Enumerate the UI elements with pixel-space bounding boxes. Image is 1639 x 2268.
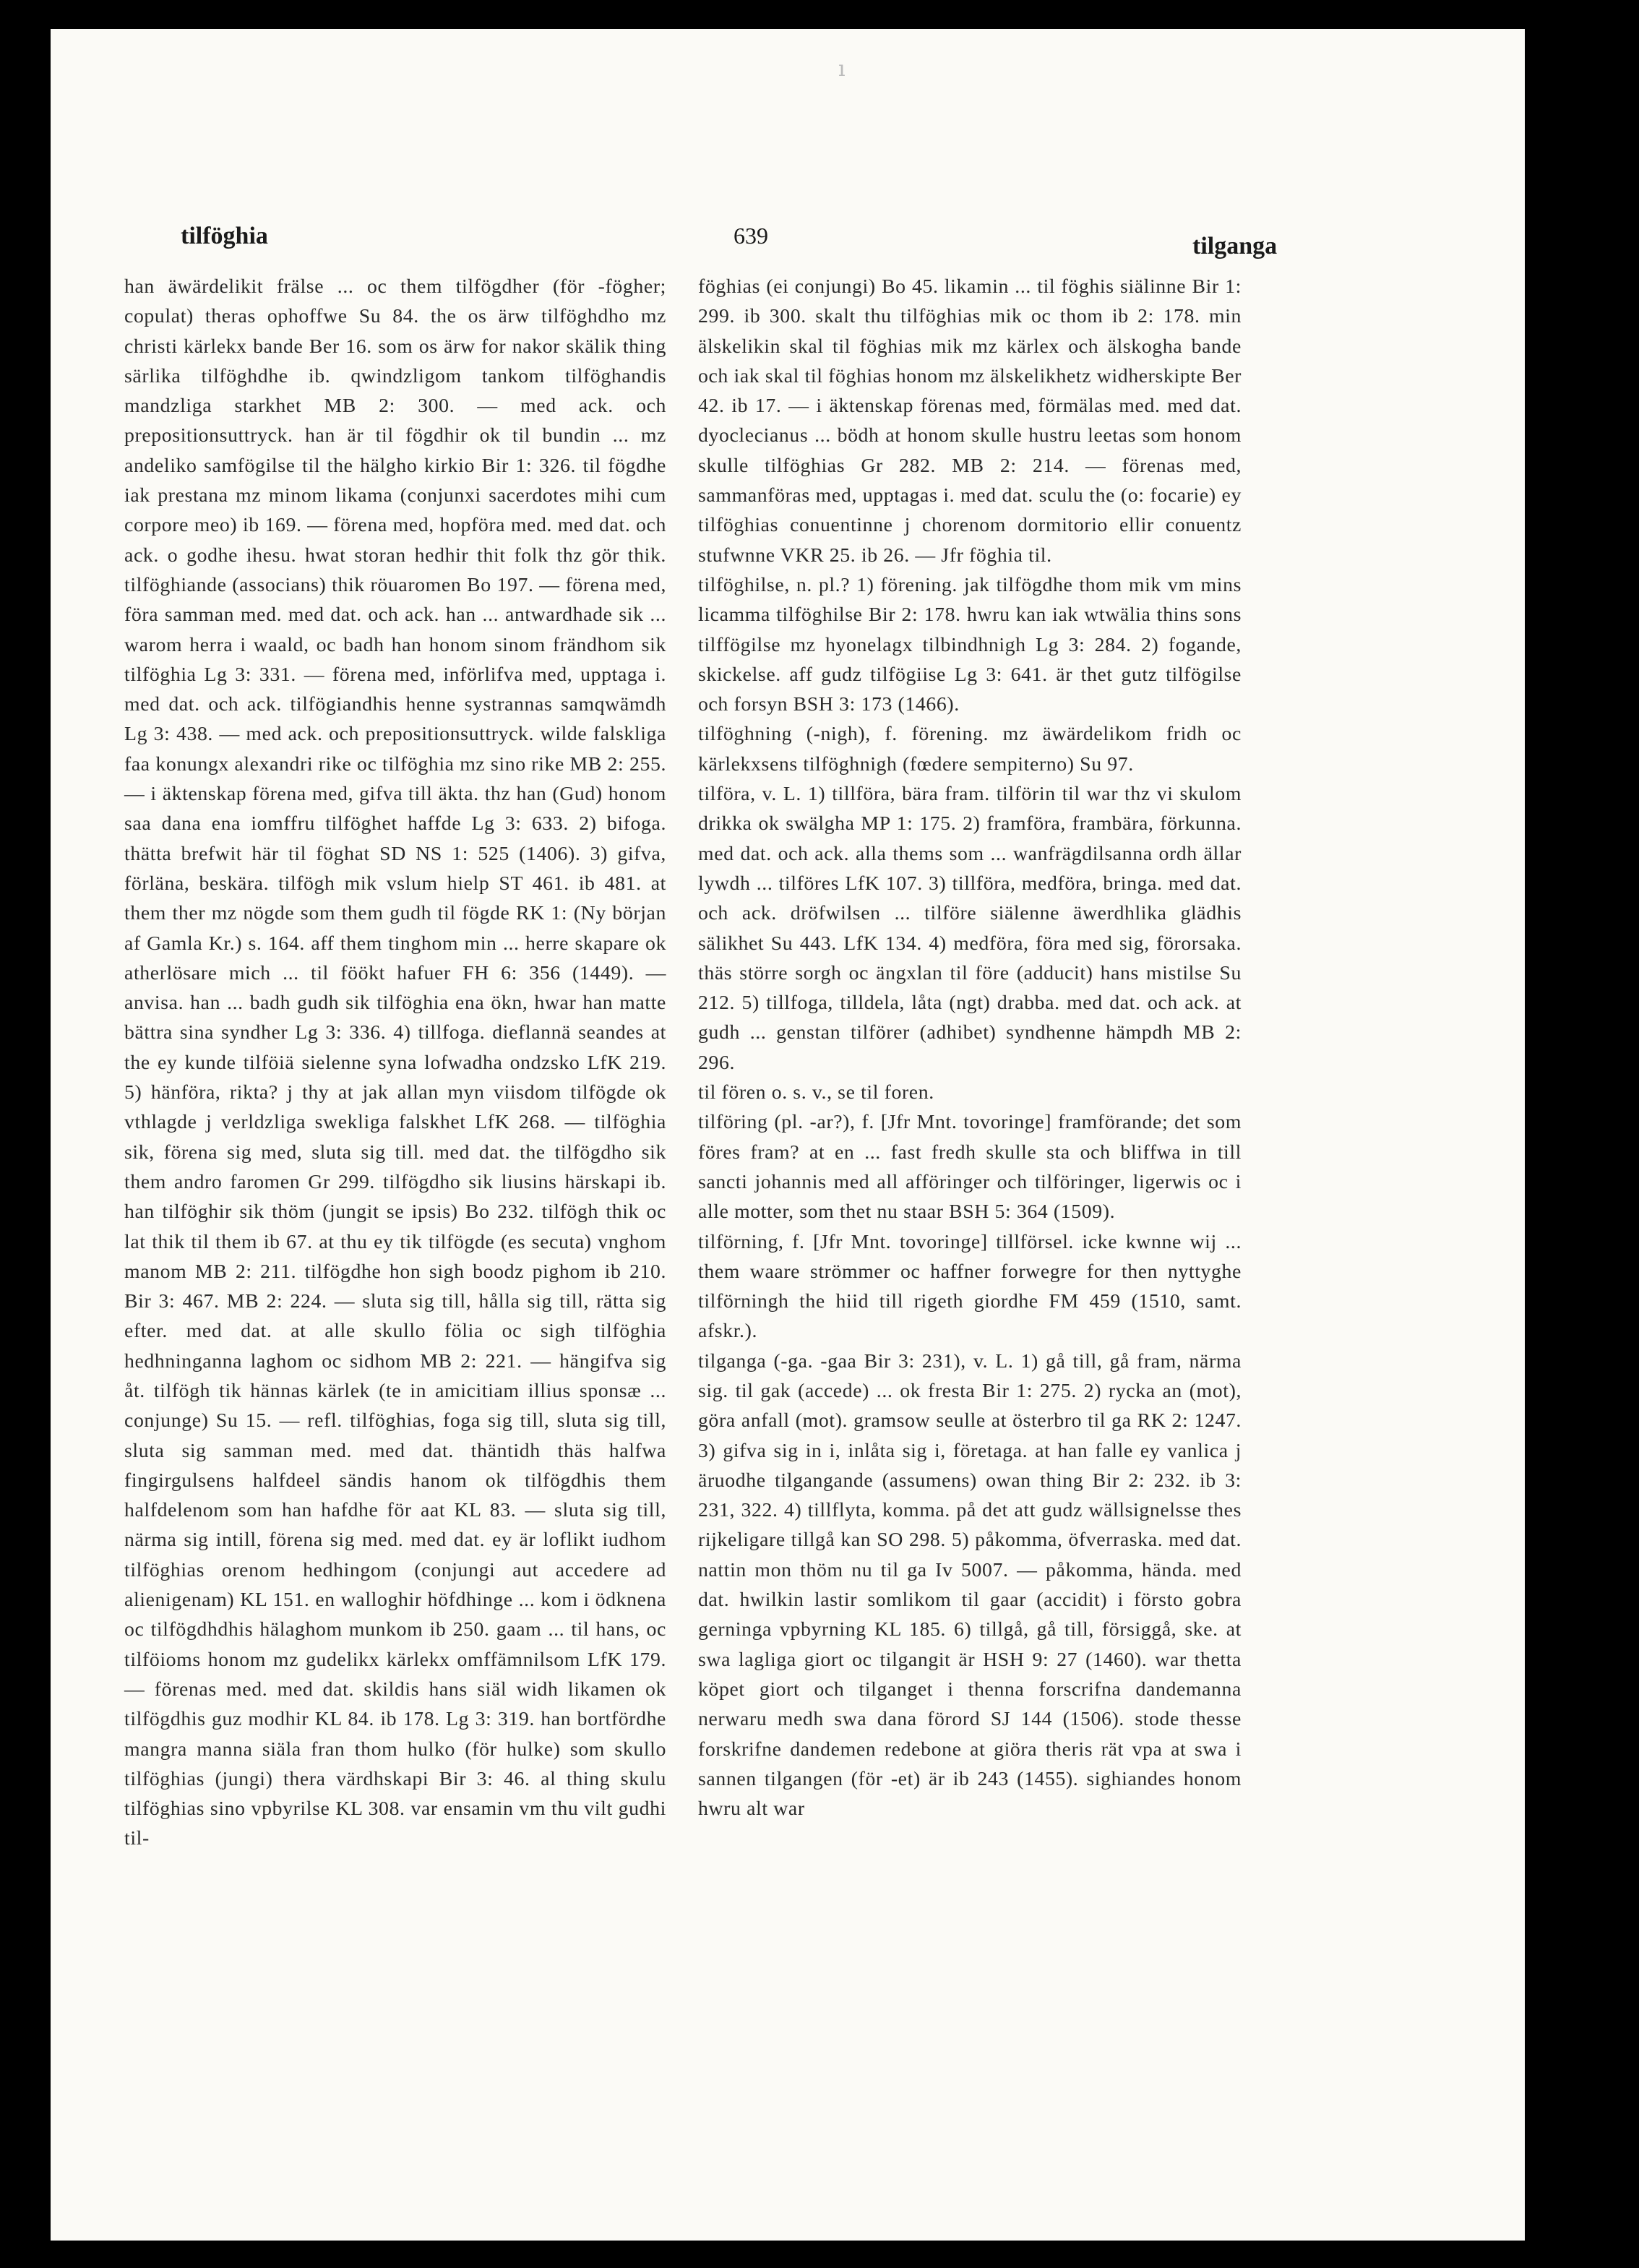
dictionary-page <box>51 29 1525 2241</box>
running-head-left: tilföghia <box>181 223 268 249</box>
running-head-right: tilganga <box>1192 233 1278 259</box>
entry-tilforning: tilförning, f. [Jfr Mnt. tovoringe] tillförsel. icke kwnne wij ... them waare strömmer oc haffner forwegre for then nyttyghe tilförningh the hiid till rigeth giordhe FM 459 (1510, samt. afskr.). <box>698 1230 1242 1343</box>
left-column <box>124 272 666 1854</box>
entry-text: föghias (ei conjungi) Bo 45. likamin ... til föghis siälinne Bir 1: 299. ib 300. skalt thu tilföghias mik oc thom ib 2: 178. min älskelikin skal til föghias mik mz kärlex och älskogha bande och iak skal til föghias honom mz älskelikhetz widherskipte Ber 42. ib 17. — i äktenskap förenas med, förmälas med. med dat. dyoclecianus ... bödh at honom skulle hustru leetas som honom skulle tilföghias Gr 282. MB 2: 214. — förenas med, sammanföras med, upptagas i. med dat. sculu the (o: focarie) ey tilföghias conuentinne j chorenom dormitorio ellir conuentz stufwnne VKR 25. ib 26. — Jfr föghia til. <box>698 275 1242 567</box>
entry-tilganga: tilganga (-ga. -gaa Bir 3: 231), v. L. 1) gå till, gå fram, närma sig. til gak (accede) ... ok fresta Bir 1: 275. 2) rycka an (mot), göra anfall (mot). gramsow seulle at österbro til ga RK 2: 1247. 3) gifva sig in i, inlåta sig i, företaga. at han falle ey vanlica j äruodhe tilgangande (assumens) owan thing Bir 2: 232. ib 3: 231, 322. 4) tillflyta, komma. på det att gudz wällsignelsse thes rijkeligare tillgå kan SO 298. 5) påkomma, öfverraska. med dat. nattin mon thöm nu til ga Iv 5007. — påkomma, hända. med dat. hwilkin lastir somlikom til gaar (accidit) i försto gobra gerninga vpbyrning KL 185. 6) tillgå, gå till, försiggå, ske. at swa lagliga giort oc tilgangit är HSH 9: 27 (1460). war thetta köpet giort och tilganget i thenna forscrifna dandemanna nerwaru medh swa dana förord SJ 144 (1506). stode thesse forskrifne dandemen redebone at giöra theris rät vpa at swa i sannen tilgangen (för -et) är ib 243 (1455). sighiandes honom hwru alt war <box>698 1349 1242 1821</box>
page-number: 639 <box>734 223 768 249</box>
entry-text: han äwärdelikit frälse ... oc them tilfögdher (för -fögher; copulat) theras ophoffwe Su 84. the os ärw tilföghdho mz christi kärlekx bande Ber 16. som os ärw for nakor skälik thing särlika tilföghdhe ib. qwindzligom tankom tilföghandis mandzliga starkhet MB 2: 300. — med ack. och prepositionsuttryck. han är til fögdhir ok til bundin ... mz andeliko samfögilse til the hälgho kirkio Bir 1: 326. til fögdhe iak prestana mz minom likama (conjunxi sacerdotes mihi cum corpore meo) ib 169. — förena med, hopföra med. med dat. och ack. o godhe ihesu. hwat storan hedhir thit folk thz gör thik. tilföghiande (associans) thik röuaromen Bo 197. — förena med, föra samman med. med dat. och ack. han ... antwardhade sik ... warom herra i waald, oc badh han honom sinom frändhom sik tilföghia Lg 3: 331. — förena med, införlifva med, upptaga i. med dat. och ack. tilfögiandhis henne systrannas samqwämdh Lg 3: 438. — med ack. och prepositionsuttryck. wilde falskliga faa konungx alexandri rike oc tilföghia mz sino rike MB 2: 255. — i äktenskap förena med, gifva till äkta. thz han (Gud) honom saa dana ena iomffru tilföghet haffde Lg 3: 633. 2) bifoga. thätta brefwit här til föghat SD NS 1: 525 (1406). 3) gifva, förläna, beskära. tilfögh mik vslum hielp ST 461. ib 481. at them ther mz nögde som them gudh til fögde RK 1: (Ny början af Gamla Kr.) s. 164. aff them tinghom min ... herre skapare ok atherlösare mich ... til föökt hafuer FH 6: 356 (1449). — anvisa. han ... badh gudh sik tilföghia ena ökn, hwar han matte bättra sina syndher Lg 3: 336. 4) tillfoga. dieflannä seandes at the ey kunde tilföiä sielenne syna lofwadha ondzsko LfK 219. 5) hänföra, rikta? j thy at jak allan myn viisdom tilfögde ok vthlagde j verldzliga swekliga falskhet LfK 268. — tilföghia sik, förena sig med, sluta sig till. med dat. the tilfögdho sik them andro faromen Gr 299. tilfögdho sik liusins härskapi ib. han tilföghir sik thöm (jungit se ipsis) Bo 232. tilfögh thik oc lat thik til them ib 67. at thu ey tik tilfögde (es secuta) vnghom manom MB 2: 211. tilfögdhe hon sigh boodz pighom ib 210. Bir 3: 467. MB 2: 224. — sluta sig till, hålla sig till, rätta sig efter. med dat. at alle skullo fölia oc sigh tilföghia hedhninganna laghom oc sidhom MB 2: 221. — hängifva sig åt. tilfögh tik hännas kärlek (te in amicitiam illius sponsæ ... conjunge) Su 15. — refl. tilföghias, foga sig till, sluta sig till, sluta sig samman med. med dat. thäntidh thäs halfwa fingirgulsens halfdeel sändis hanom ok tilfögdhis them halfdelenom som han hafdhe för aat KL 83. — sluta sig till, närma sig intill, förena sig med. med dat. ey är loflikt iudhom tilföghias orenom hedhingom (conjungi aut accedere ad alienigenam) KL 151. en walloghir höfdhinge ... kom i ödknena oc tilfögdhdhis hälaghom munkom ib 250. gaam ... til hans, oc tilföioms honom mz gudelikx kärlekx omffämnilsom LfK 179. — förenas med. med dat. skildis hans siäl widh likamen ok tilfögdhis guz modhir KL 84. ib 178. Lg 3: 319. han bortfördhe mangra manna siäla fran thom hulko (för hulke) som skullo tilföghias (jungi) thera värdhskapi Bir 3: 46. al thing skulu tilföghias sino vpbyrilse KL 308. var ensamin vm thu vilt gudhi til- <box>124 275 666 1850</box>
entry-tilfoghning: tilföghning (-nigh), f. förening. mz äwärdelikom fridh oc kärlekxsens tilföghnigh (fœdere sempiterno) Su 97. <box>698 723 1242 776</box>
entry-tilforing: tilföring (pl. -ar?), f. [Jfr Mnt. tovoringe] framförande; det som föres fram? at en ... fast fredh skulle sta och bliffwa in till sancti johannis med all afföringer och tilföringer, ligerwis oc i alle motter, som thet nu staar BSH 5: 364 (1509). <box>698 1111 1242 1224</box>
binding-mark: ı <box>838 56 846 82</box>
right-column <box>698 272 1242 1824</box>
entry-til-foren: til fören o. s. v., se til foren. <box>698 1081 934 1104</box>
entry-tilfoghilse: tilföghilse, n. pl.? 1) förening. jak tilfögdhe thom mik vm mins licamma tilföghilse Bir 2: 178. hwru kan iak wtwälia thins sons tilffögilse mz hyonelagx tilbindhnigh Lg 3: 284. 2) fogande, skickelse. aff gudz tilfögiise Lg 3: 641. är thet gutz tilfögilse och forsyn BSH 3: 173 (1466). <box>698 573 1242 716</box>
entry-tilfora: tilföra, v. L. 1) tillföra, bära fram. tilförin til war thz vi skulom drikka ok swälgha MP 1: 175. 2) framföra, frambära, förkunna. med dat. och ack. alla thems som ... wanfrägdilsanna ordh ällar lywdh ... tilföres LfK 107. 3) tillföra, medföra, bringa. med dat. och ack. dröfwilsen ... tilföre siälenne äwerdhlika glädhis sälikhet Su 443. LfK 134. 4) medföra, föra med sig, förorsaka. thäs större sorgh oc ängxlan til före (adducit) hans mistilse Su 212. 5) tillfoga, tilldela, låta (ngt) drabba. med dat. och ack. at gudh ... genstan tilförer (adhibet) syndhenne hämpdh MB 2: 296. <box>698 783 1242 1074</box>
